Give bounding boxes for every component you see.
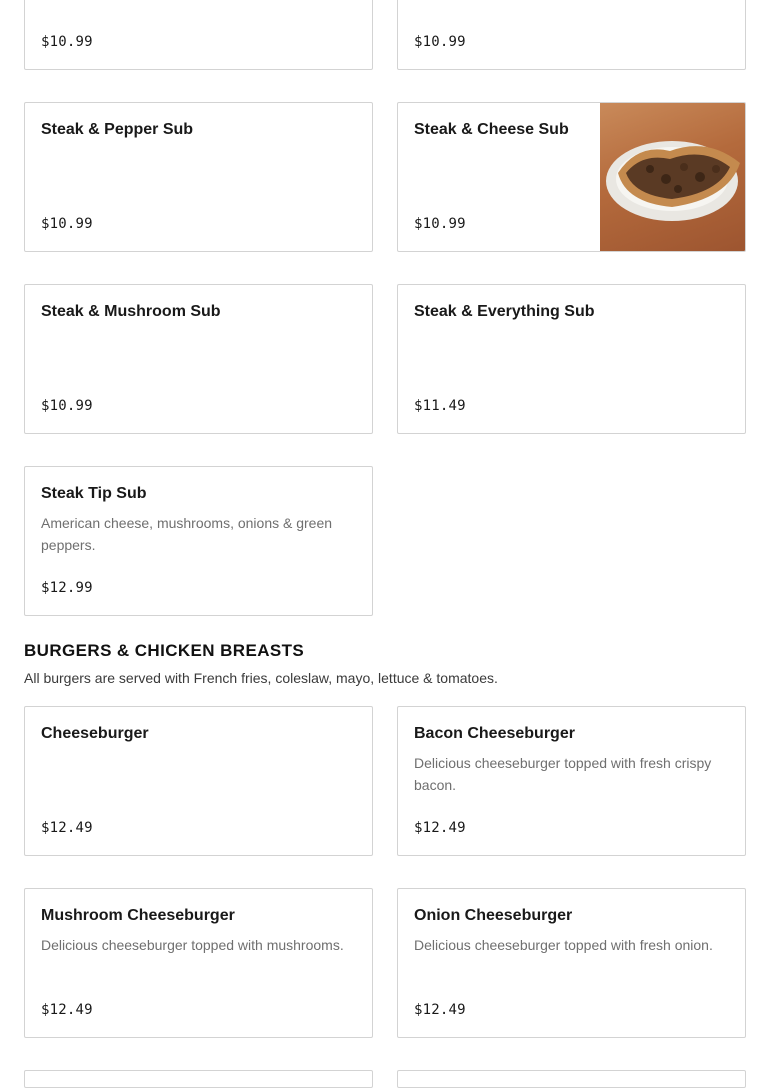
item-name: Steak & Pepper Sub — [41, 121, 194, 138]
item-price: $12.49 — [414, 820, 466, 836]
menu-item-card[interactable] — [397, 284, 746, 434]
item-name: Steak & Cheese Sub — [414, 121, 569, 138]
item-name: Cheeseburger — [41, 725, 149, 742]
item-price: $12.49 — [41, 820, 93, 836]
menu-item-card[interactable] — [397, 0, 746, 70]
item-price: $12.49 — [414, 1002, 466, 1018]
item-price: $10.99 — [41, 398, 93, 414]
menu-item-card[interactable] — [397, 888, 746, 1038]
item-price: $12.99 — [41, 580, 93, 596]
item-name: Onion Cheeseburger — [414, 907, 573, 924]
section-title: BURGERS & CHICKEN BREASTS — [24, 641, 305, 660]
item-price: $10.99 — [414, 216, 466, 232]
menu-item-card[interactable] — [24, 1070, 373, 1088]
section-subtitle: All burgers are served with French fries, coleslaw, mayo, lettuce & tomatoes. — [24, 670, 498, 686]
item-price: $12.49 — [41, 1002, 93, 1018]
item-price: $10.99 — [41, 34, 93, 50]
menu-item-card[interactable] — [397, 102, 746, 252]
item-name: Steak & Mushroom Sub — [41, 303, 221, 320]
menu-item-card[interactable] — [24, 0, 373, 70]
menu-item-card[interactable] — [24, 466, 373, 616]
menu-item-card[interactable] — [24, 284, 373, 434]
item-price: $11.49 — [414, 398, 466, 414]
menu-item-card[interactable] — [24, 102, 373, 252]
item-price: $10.99 — [414, 34, 466, 50]
item-price: $10.99 — [41, 216, 93, 232]
item-description: Delicious cheeseburger topped with mushrooms. — [41, 937, 344, 953]
item-name: Bacon Cheeseburger — [414, 725, 575, 742]
item-name: Steak & Everything Sub — [414, 303, 595, 320]
menu-item-card[interactable] — [24, 888, 373, 1038]
item-name: Mushroom Cheeseburger — [41, 907, 235, 924]
menu-item-card[interactable] — [397, 1070, 746, 1088]
menu-item-card[interactable] — [24, 706, 373, 856]
food-plate-image — [600, 103, 745, 251]
steak-cheese-sub-photo — [600, 103, 745, 251]
item-name: Steak Tip Sub — [41, 485, 147, 502]
menu-item-card[interactable] — [397, 706, 746, 856]
item-description: American cheese, mushrooms, onions & green peppers. — [41, 515, 333, 553]
item-description: Delicious cheeseburger topped with fresh onion. — [414, 937, 713, 953]
item-description: Delicious cheeseburger topped with fresh crispy bacon. — [414, 755, 712, 793]
